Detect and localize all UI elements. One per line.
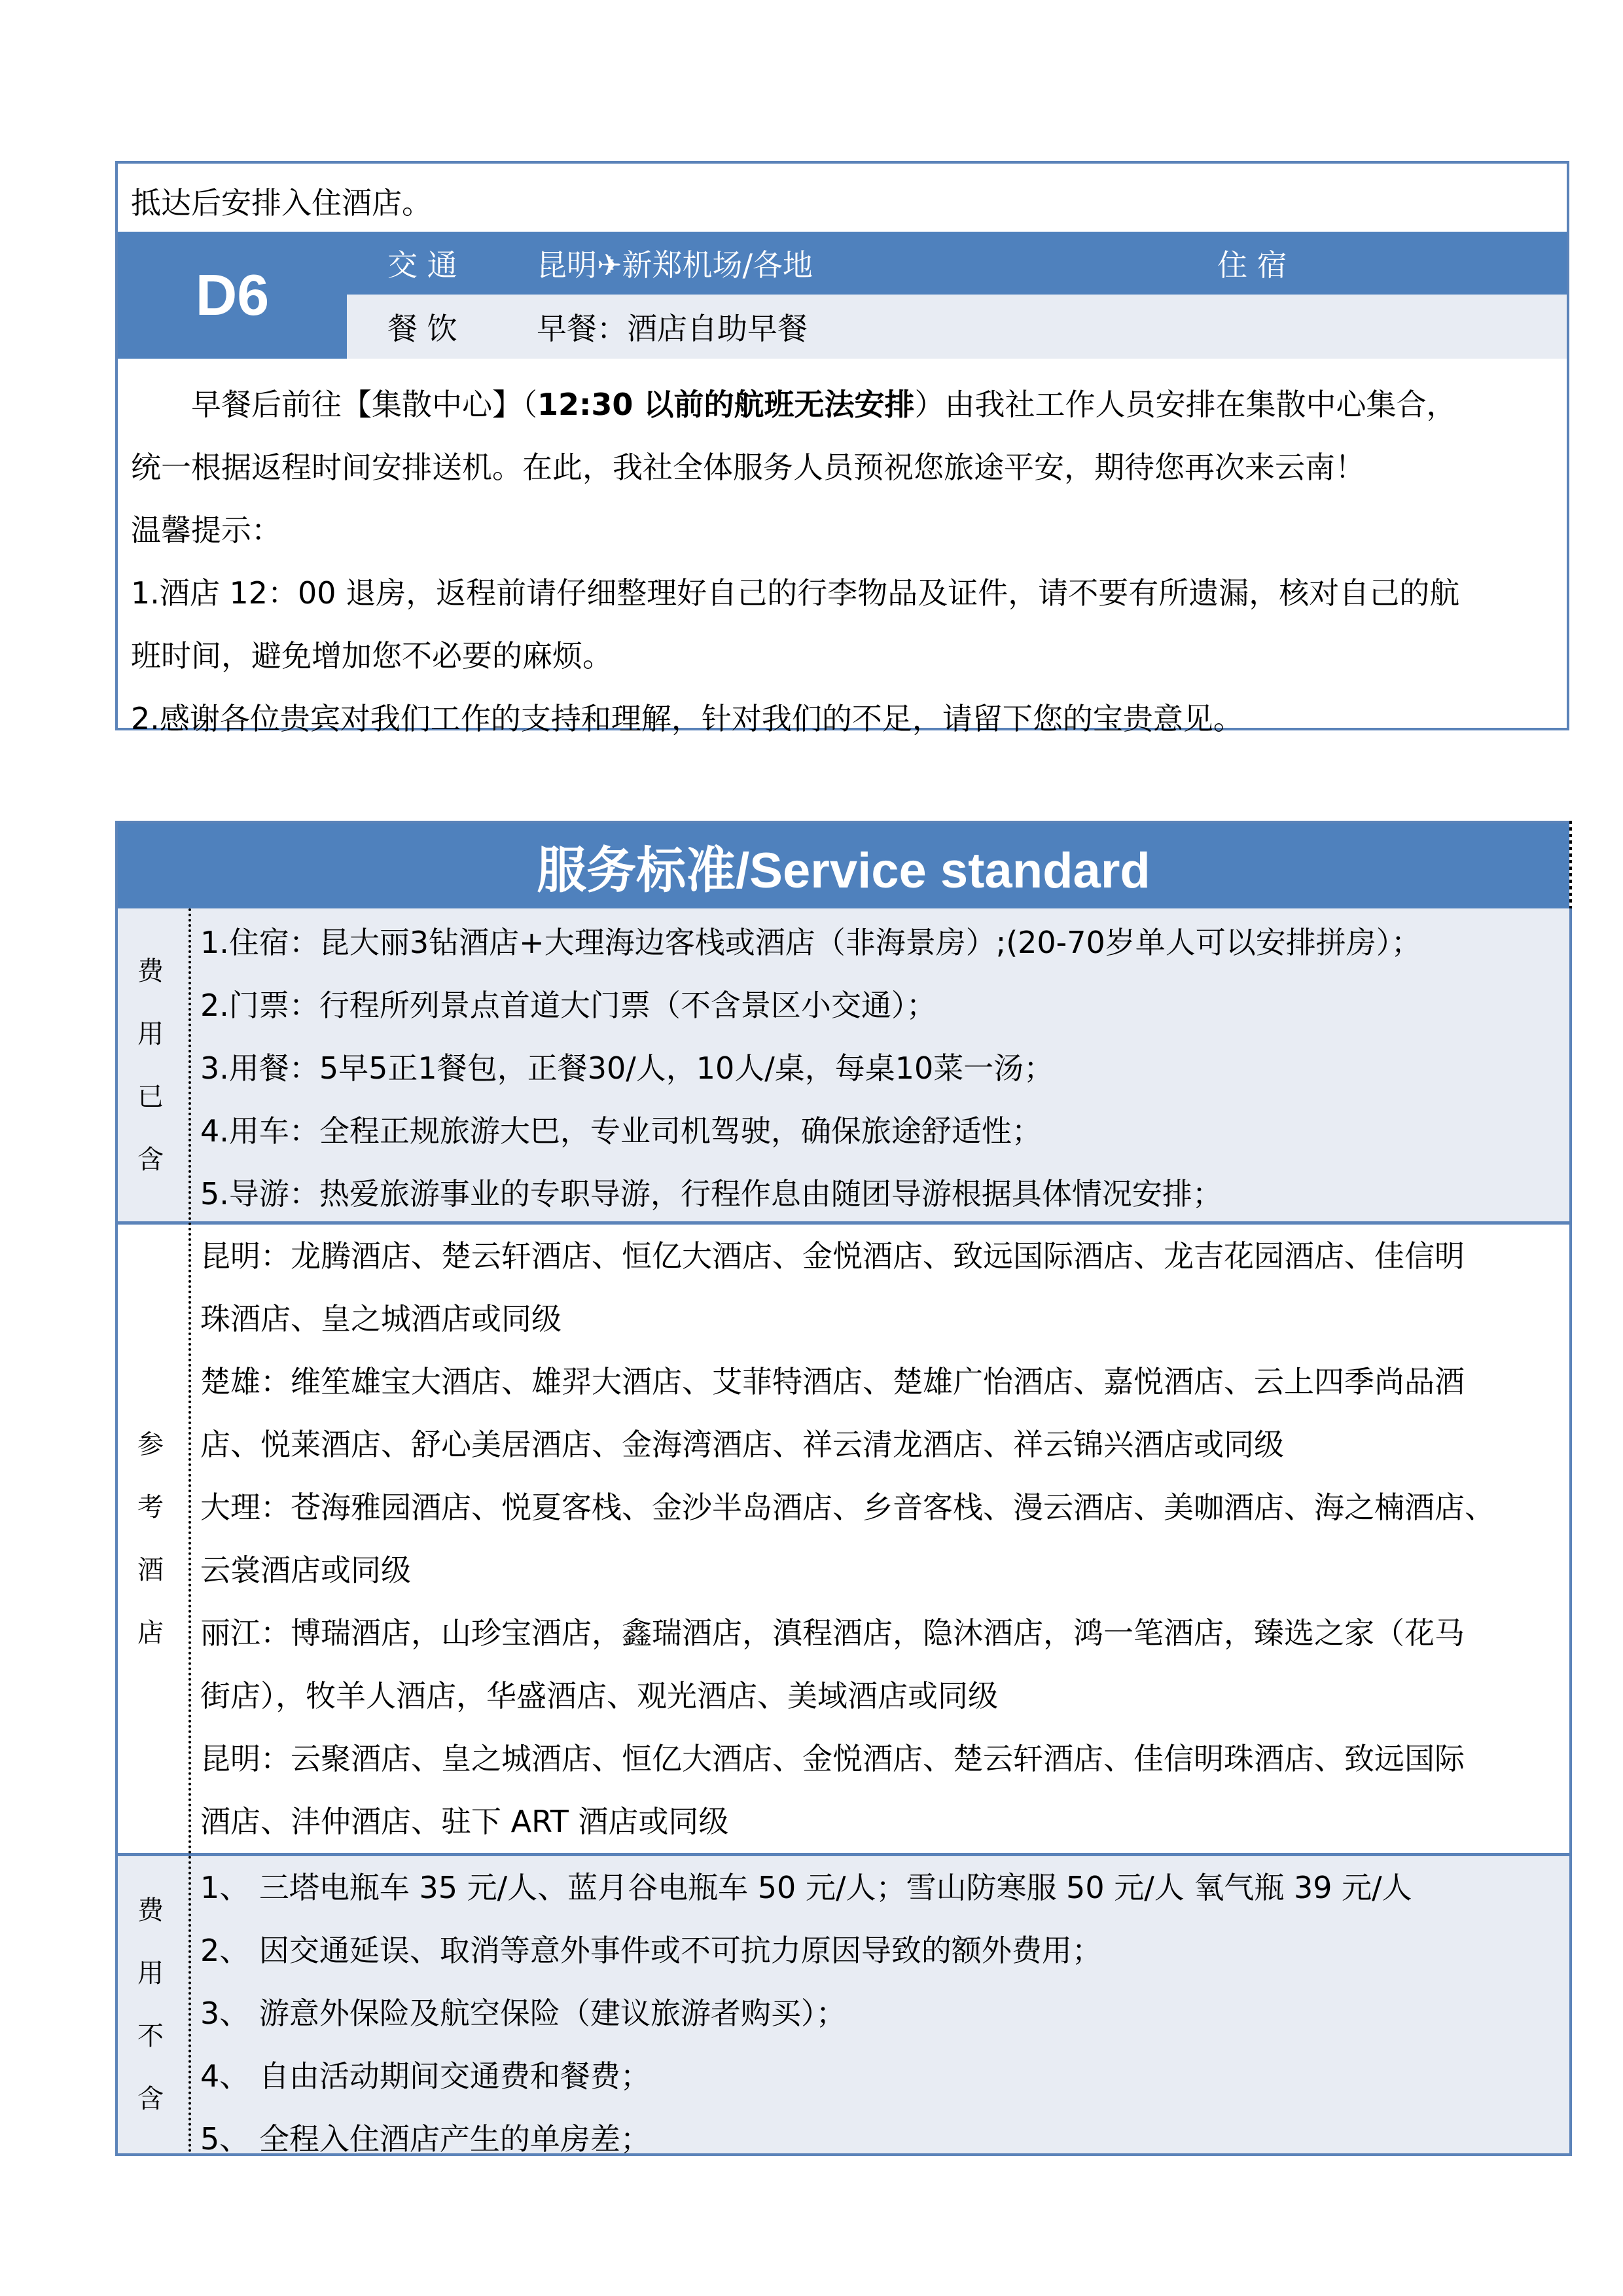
previous-day-tail: 抵达后安排入住酒店。 [131,185,432,221]
transport-row [347,232,1567,295]
section-not-included [118,1856,1569,2157]
label-char: 考 [137,1492,164,1522]
meals-value: 早餐：酒店自助早餐 [537,311,808,346]
list-item: 丽江：博瑞酒店，山珍宝酒店，鑫瑞酒店，滇程酒店，隐沐酒店，鸿一笔酒店，臻选之家（花马 [200,1615,1465,1651]
label-char: 已 [137,1082,164,1112]
list-item: 昆明：龙腾酒店、楚云轩酒店、恒亿大酒店、金悦酒店、致远国际酒店、龙吉花园酒店、佳信明 [200,1238,1465,1274]
list-item: 店、悦莱酒店、舒心美居酒店、金海湾酒店、祥云清龙酒店、祥云锦兴酒店或同级 [200,1427,1284,1462]
meals-row [347,295,1567,359]
list-item: 5.导游：热爱旅游事业的专职导游，行程作息由随团导游根据具体情况安排； [200,1176,1222,1211]
tip-1-line-1: 1.酒店 12：00 退房，返程前请仔细整理好自己的行李物品及证件，请不要有所遗漏，核对自己的航 [131,575,1460,611]
tips-title: 温馨提示： [131,512,281,548]
list-item: 4、 自由活动期间交通费和餐费； [200,2058,651,2094]
section-reference-hotels [118,1225,1569,1853]
section-label-hotels [118,1225,183,1853]
label-char: 用 [137,1019,164,1049]
label-char: 酒 [137,1555,164,1585]
meals-label: 餐 饮 [387,311,457,346]
label-char: 含 [137,1145,164,1175]
label-char: 含 [137,2084,164,2114]
lodging-label: 住 宿 [1217,247,1287,283]
list-item: 街店），牧羊人酒店，华盛酒店、观光酒店、美域酒店或同级 [200,1678,998,1713]
transport-label: 交 通 [387,247,457,283]
list-item: 昆明：云聚酒店、皇之城酒店、恒亿大酒店、金悦酒店、楚云轩酒店、佳信明珠酒店、致远国际 [200,1741,1465,1776]
list-item: 3.用餐：5早5正1餐包，正餐30/人，10人/桌，每桌10菜一汤； [200,1050,1054,1086]
list-item: 2、 因交通延误、取消等意外事件或不可抗力原因导致的额外费用； [200,1933,1102,1968]
dotted-edge [1569,821,1572,908]
label-char: 不 [137,2021,164,2051]
list-item: 楚雄：维笙雄宝大酒店、雄羿大酒店、艾菲特酒店、楚雄广怡酒店、嘉悦酒店、云上四季尚品酒 [200,1364,1465,1399]
list-item: 1、 三塔电瓶车 35 元/人、蓝月谷电瓶车 50 元/人；雪山防寒服 50 元/人 氧气瓶 39 元/人 [200,1870,1412,1905]
section-label-not-included [118,1856,183,2153]
list-item: 3、 游意外保险及航空保险（建议旅游者购买）； [200,1996,846,2031]
not-included-list [200,1856,1560,2170]
list-item: 酒店、沣仲酒店、驻下 ART 酒店或同级 [200,1804,729,1839]
list-item: 5、 全程入住酒店产生的单房差； [200,2121,651,2157]
label-char: 店 [137,1618,164,1648]
transport-value: 昆明✈新郑机场/各地 [537,247,813,283]
itinerary-box [115,161,1569,736]
section-label-included [118,908,183,1223]
label-char: 费 [137,956,164,986]
list-item: 1.住宿：昆大丽3钻酒店+大理海边客栈或酒店（非海景房）;(20-70岁单人可以安排拼房）； [200,925,1421,960]
service-title: 服务标准/Service standard [118,823,1569,908]
para1-text-b: ）由我社工作人员安排在集散中心集合， [914,387,1457,422]
label-char: 费 [137,1895,164,1926]
list-item: 大理：苍海雅园酒店、悦夏客栈、金沙半岛酒店、乡音客栈、漫云酒店、美咖酒店、海之楠酒店、 [200,1490,1495,1525]
paragraph-1-line-2: 统一根据返程时间安排送机。在此，我社全体服务人员预祝您旅途平安，期待您再次来云南！ [131,450,1365,485]
day-header [118,232,1567,359]
label-char: 参 [137,1429,164,1460]
day-description [131,373,1554,750]
label-column-separator [188,908,191,2153]
section-included [118,908,1569,1223]
para1-bold-notice: 12:30 以前的航班无法安排 [537,387,915,422]
list-item: 云裳酒店或同级 [200,1552,411,1588]
tip-1-line-2: 班时间，避免增加您不必要的麻烦。 [131,638,613,673]
paragraph-1 [131,373,1554,436]
day-badge: D6 [118,232,347,359]
tip-2: 2.感谢各位贵宾对我们工作的支持和理解，针对我们的不足，请留下您的宝贵意见。 [131,701,1243,736]
para1-text-a: 早餐后前往【集散中心】（ [191,387,537,422]
right-border [1569,908,1572,2156]
list-item: 4.用车：全程正规旅游大巴，专业司机驾驶，确保旅途舒适性； [200,1113,1042,1149]
hotel-list [200,1225,1560,1853]
included-list [200,911,1560,1225]
service-standard-box [115,821,1569,2156]
list-item: 2.门票：行程所列景点首道大门票（不含景区小交通）； [200,988,936,1023]
label-char: 用 [137,1958,164,1988]
list-item: 珠酒店、皇之城酒店或同级 [200,1301,562,1336]
